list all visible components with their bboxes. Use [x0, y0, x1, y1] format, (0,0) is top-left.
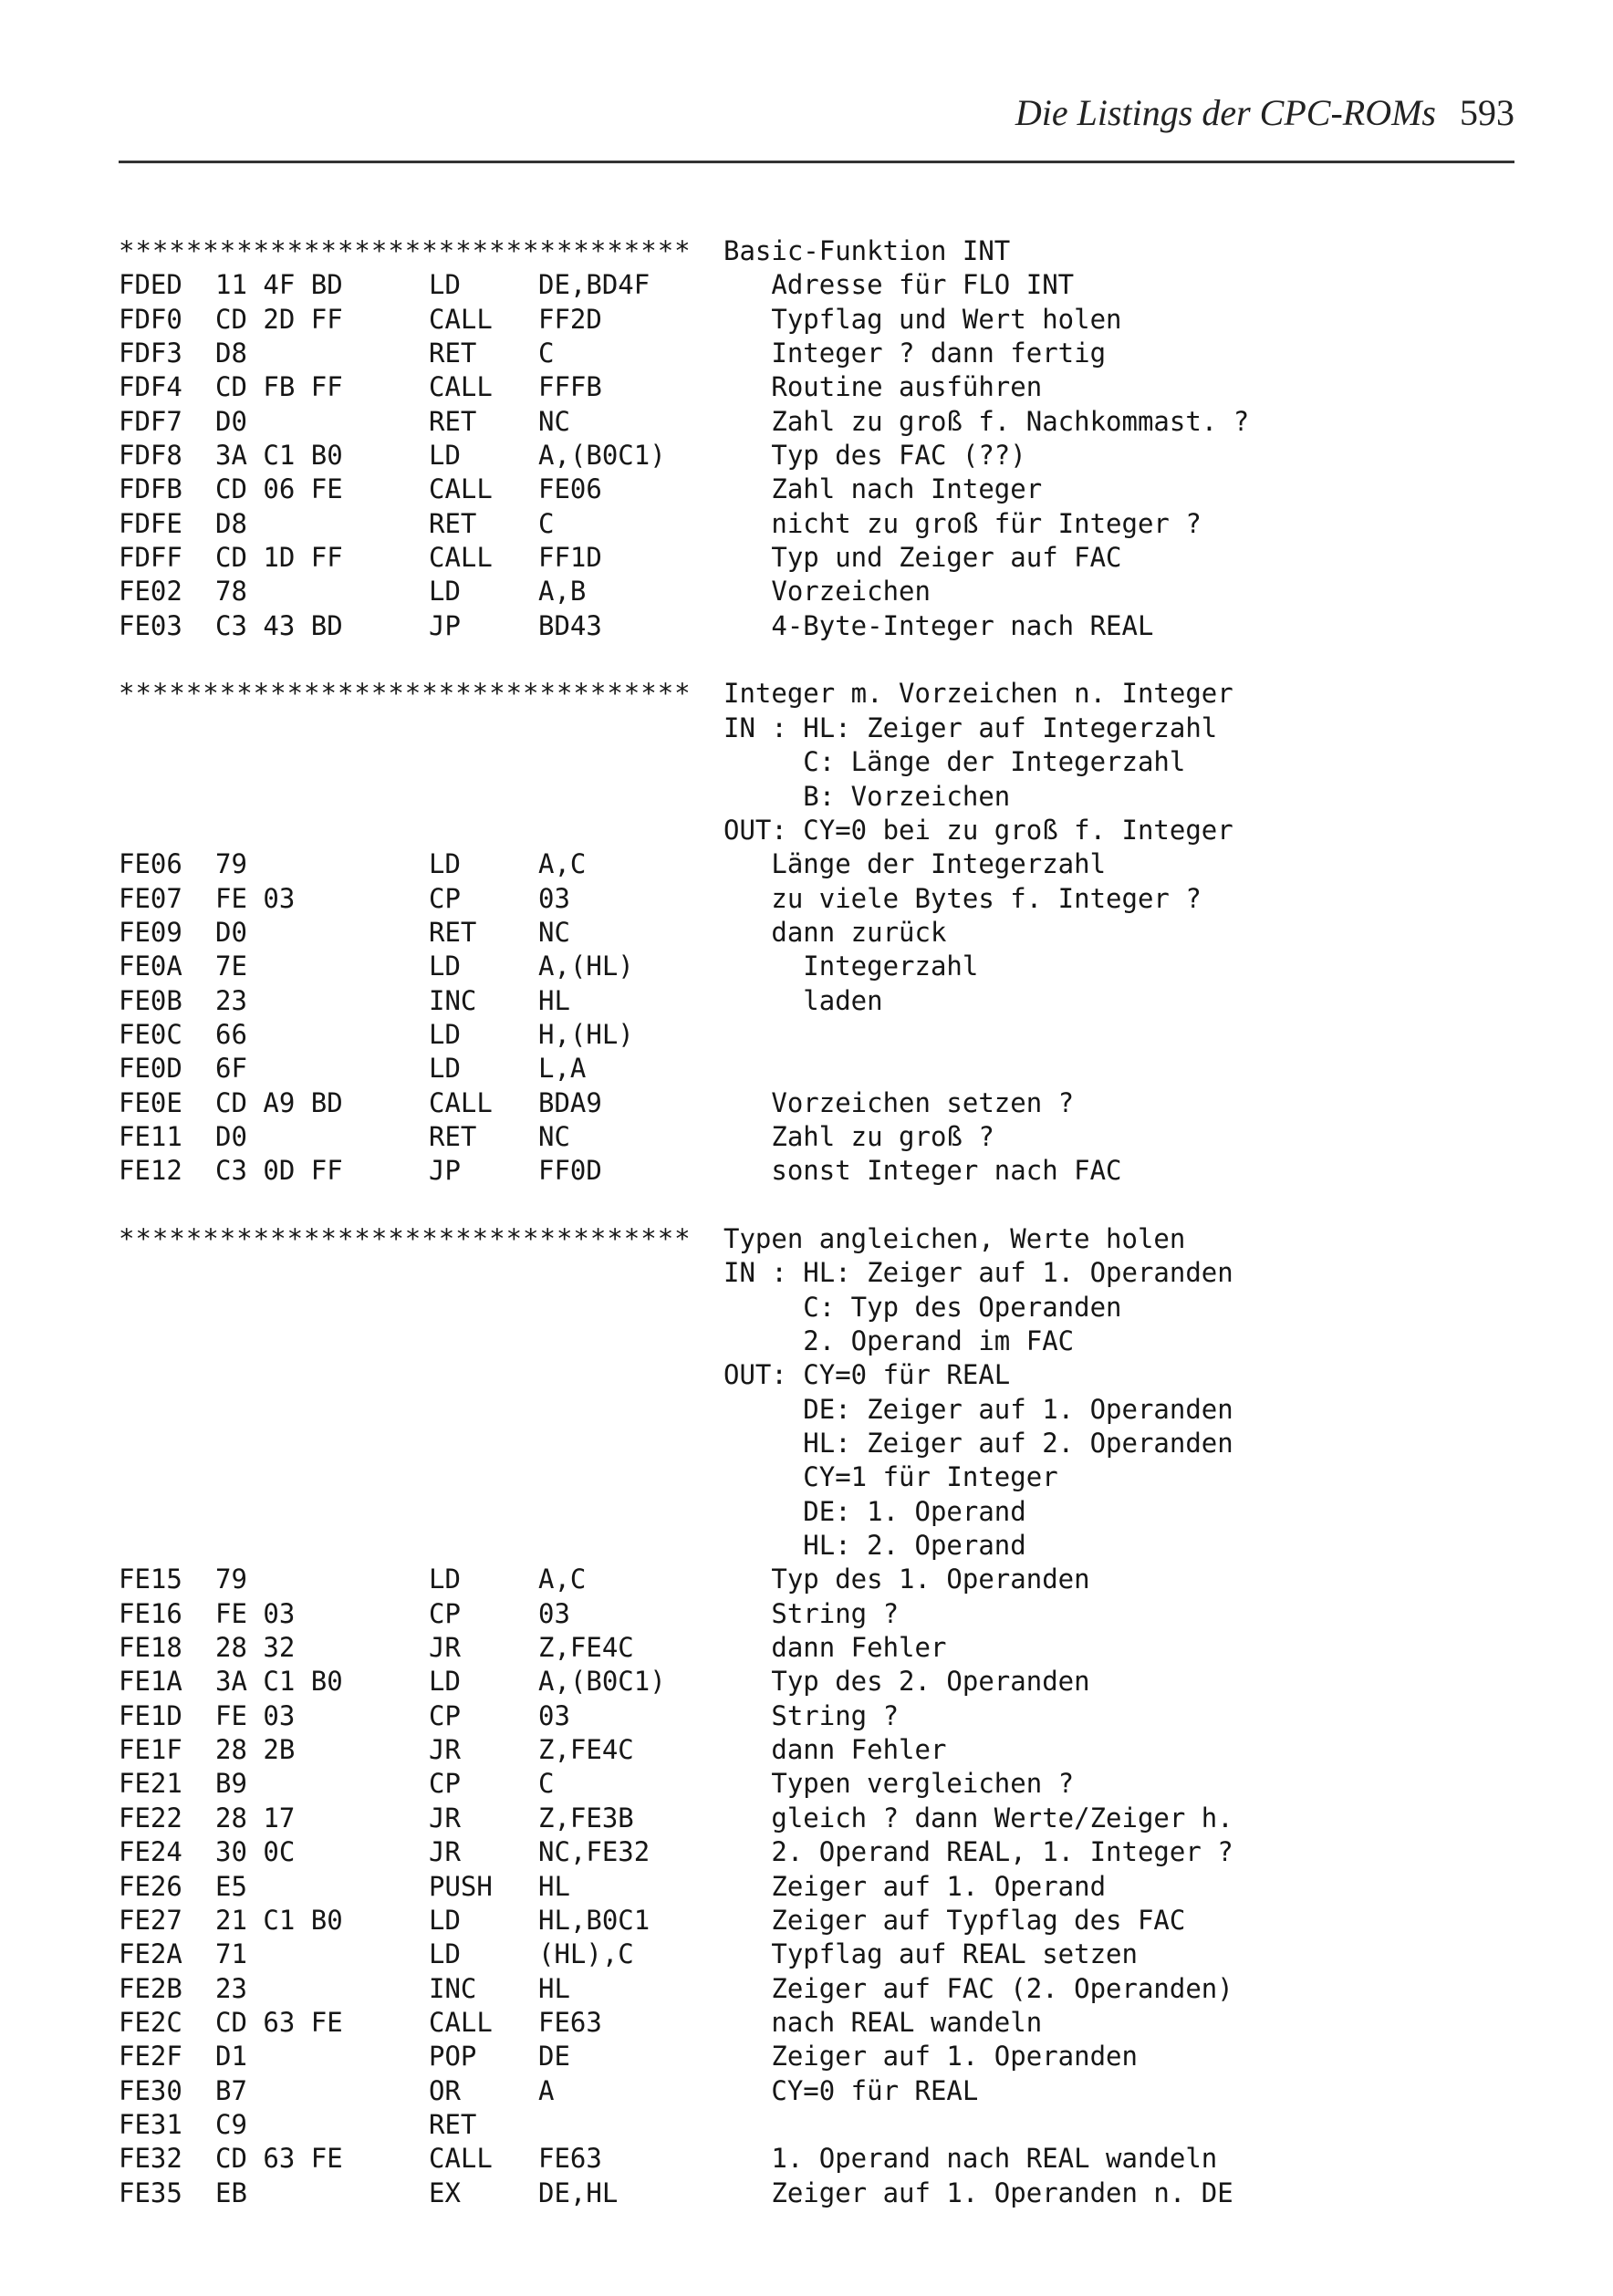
hex-bytes: CD 1D FF	[215, 542, 343, 574]
separator-stars: **********************************	[119, 678, 692, 710]
address: FE03	[119, 609, 182, 641]
hex-bytes: C9	[215, 2108, 247, 2140]
operand: A,(HL)	[538, 951, 634, 982]
address: FE2C	[119, 2006, 182, 2038]
code-line	[0, 473, 1613, 506]
mnemonic: LD	[429, 1904, 461, 1936]
hex-bytes: CD 2D FF	[215, 303, 343, 335]
operand: NC	[538, 405, 570, 437]
code-line	[0, 1563, 1613, 1596]
comment: HL: 2. Operand	[723, 1530, 1026, 1562]
mnemonic: RET	[429, 2108, 477, 2140]
comment: dann Fehler	[723, 1734, 947, 1766]
hex-bytes: D0	[215, 916, 247, 948]
mnemonic: JR	[429, 1632, 461, 1664]
operand: BDA9	[538, 1086, 602, 1118]
comment: Typ und Zeiger auf FAC	[723, 542, 1122, 574]
hex-bytes: 7E	[215, 951, 247, 982]
hex-bytes: 79	[215, 1564, 247, 1595]
page-header	[0, 91, 1514, 134]
comment: sonst Integer nach FAC	[723, 1155, 1122, 1187]
comment: 1. Operand nach REAL wandeln	[723, 2143, 1218, 2175]
comment: C: Typ des Operanden	[723, 1291, 1122, 1323]
code-line	[0, 507, 1613, 541]
mnemonic: LD	[429, 848, 461, 880]
address: FDFF	[119, 542, 182, 574]
code-line	[0, 1631, 1613, 1665]
mnemonic: INC	[429, 1972, 477, 2004]
operand: 03	[538, 1699, 570, 1731]
hex-bytes: CD A9 BD	[215, 1086, 343, 1118]
code-line	[0, 1597, 1613, 1631]
code-line	[0, 882, 1613, 916]
hex-bytes: CD FB FF	[215, 371, 343, 403]
hex-bytes: 23	[215, 984, 247, 1016]
address: FE1F	[119, 1734, 182, 1766]
comment: dann Fehler	[723, 1632, 947, 1664]
code-line	[0, 1120, 1613, 1154]
operand: A	[538, 2074, 555, 2106]
hex-bytes: 28 2B	[215, 1734, 296, 1766]
operand: HL	[538, 1972, 570, 2004]
comment-line	[0, 1529, 1613, 1563]
code-line	[0, 2177, 1613, 2210]
code-line	[0, 370, 1613, 404]
operand: A,C	[538, 848, 587, 880]
comment: Zahl zu groß ?	[723, 1120, 994, 1152]
page-number: 593	[1460, 92, 1514, 133]
operand: NC,FE32	[538, 1836, 650, 1868]
address: FE31	[119, 2108, 182, 2140]
code-line	[0, 1767, 1613, 1801]
hex-bytes: 6F	[215, 1053, 247, 1085]
hex-bytes: D0	[215, 1120, 247, 1152]
comment: Länge der Integerzahl	[723, 848, 1107, 880]
comment: DE: 1. Operand	[723, 1495, 1026, 1527]
mnemonic: LD	[429, 576, 461, 608]
mnemonic: LD	[429, 1938, 461, 1970]
code-line	[0, 1086, 1613, 1120]
mnemonic: JR	[429, 1836, 461, 1868]
comment: OUT: CY=0 für REAL	[723, 1359, 1011, 1391]
operand: H,(HL)	[538, 1018, 634, 1050]
code-line	[0, 847, 1613, 881]
code-line	[0, 1802, 1613, 1835]
code-line	[0, 1904, 1613, 1938]
comment: 2. Operand REAL, 1. Integer ?	[723, 1836, 1233, 1868]
code-line	[0, 405, 1613, 439]
comment: Zeiger auf 1. Operanden n. DE	[723, 2177, 1233, 2208]
address: FE12	[119, 1155, 182, 1187]
comment: laden	[723, 984, 883, 1016]
address: FE0D	[119, 1053, 182, 1085]
header-rule	[119, 161, 1514, 163]
mnemonic: LD	[429, 269, 461, 301]
mnemonic: LD	[429, 440, 461, 472]
comment-line	[0, 1256, 1613, 1290]
comment-line	[0, 814, 1613, 847]
hex-bytes: 28 32	[215, 1632, 296, 1664]
operand: DE,HL	[538, 2177, 619, 2208]
hex-bytes: CD 63 FE	[215, 2143, 343, 2175]
code-line	[0, 2006, 1613, 2040]
hex-bytes: 66	[215, 1018, 247, 1050]
address: FE02	[119, 576, 182, 608]
operand: FF1D	[538, 542, 602, 574]
mnemonic: CP	[429, 882, 461, 914]
address: FDF4	[119, 371, 182, 403]
comment-line	[0, 1460, 1613, 1494]
mnemonic: LD	[429, 1018, 461, 1050]
hex-bytes: 28 17	[215, 1802, 296, 1834]
code-line	[0, 575, 1613, 608]
comment: Zeiger auf Typflag des FAC	[723, 1904, 1186, 1936]
code-line	[0, 303, 1613, 337]
mnemonic: CP	[429, 1597, 461, 1629]
operand: FE63	[538, 2006, 602, 2038]
blank-line	[0, 643, 1613, 677]
code-line	[0, 1972, 1613, 2006]
hex-bytes: 78	[215, 576, 247, 608]
mnemonic: RET	[429, 338, 477, 369]
address: FE30	[119, 2074, 182, 2106]
operand: FFFB	[538, 371, 602, 403]
operand: A,C	[538, 1564, 587, 1595]
mnemonic: CALL	[429, 2143, 493, 2175]
hex-bytes: E5	[215, 1870, 247, 1902]
mnemonic: CALL	[429, 1086, 493, 1118]
address: FE1A	[119, 1666, 182, 1698]
address: FE07	[119, 882, 182, 914]
comment: Integerzahl	[723, 951, 979, 982]
mnemonic: JR	[429, 1734, 461, 1766]
mnemonic: RET	[429, 405, 477, 437]
operand: (HL),C	[538, 1938, 634, 1970]
address: FE15	[119, 1564, 182, 1595]
address: FE2B	[119, 1972, 182, 2004]
address: FE21	[119, 1768, 182, 1800]
code-line	[0, 1870, 1613, 1904]
code-line	[0, 1699, 1613, 1733]
operand: FE06	[538, 473, 602, 505]
mnemonic: RET	[429, 916, 477, 948]
address: FE26	[119, 1870, 182, 1902]
code-line	[0, 984, 1613, 1018]
hex-bytes: 3A C1 B0	[215, 1666, 343, 1698]
address: FE0A	[119, 951, 182, 982]
comment: String ?	[723, 1597, 900, 1629]
section-header	[0, 234, 1613, 268]
operand: HL	[538, 984, 570, 1016]
hex-bytes: D0	[215, 405, 247, 437]
mnemonic: LD	[429, 1053, 461, 1085]
section-header	[0, 1222, 1613, 1256]
code-line	[0, 2040, 1613, 2073]
mnemonic: CP	[429, 1699, 461, 1731]
operand: Z,FE4C	[538, 1632, 634, 1664]
code-line	[0, 1733, 1613, 1767]
address: FDF7	[119, 405, 182, 437]
code-line	[0, 2108, 1613, 2142]
operand: NC	[538, 1120, 570, 1152]
comment: Zeiger auf 1. Operanden	[723, 2041, 1138, 2073]
mnemonic: CALL	[429, 542, 493, 574]
operand: NC	[538, 916, 570, 948]
address: FE09	[119, 916, 182, 948]
hex-bytes: D1	[215, 2041, 247, 2073]
mnemonic: INC	[429, 984, 477, 1016]
comment: Typflag auf REAL setzen	[723, 1938, 1138, 1970]
comment: B: Vorzeichen	[723, 780, 1011, 812]
hex-bytes: EB	[215, 2177, 247, 2208]
mnemonic: CALL	[429, 303, 493, 335]
comment: Zeiger auf FAC (2. Operanden)	[723, 1972, 1233, 2004]
comment: Vorzeichen setzen ?	[723, 1086, 1075, 1118]
hex-bytes: 79	[215, 848, 247, 880]
operand: FF0D	[538, 1155, 602, 1187]
address: FDED	[119, 269, 182, 301]
address: FE32	[119, 2143, 182, 2175]
address: FE35	[119, 2177, 182, 2208]
comment: Typ des 2. Operanden	[723, 1666, 1090, 1698]
comment: nicht zu groß für Integer ?	[723, 507, 1202, 539]
hex-bytes: D8	[215, 338, 247, 369]
hex-bytes: CD 06 FE	[215, 473, 343, 505]
comment: 2. Operand im FAC	[723, 1325, 1075, 1356]
operand: FE63	[538, 2143, 602, 2175]
address: FE16	[119, 1597, 182, 1629]
comment: Typ des FAC (??)	[723, 440, 1026, 472]
address: FE22	[119, 1802, 182, 1834]
comment-line	[0, 712, 1613, 745]
comment-line	[0, 1495, 1613, 1529]
operand: HL	[538, 1870, 570, 1902]
comment-line	[0, 1291, 1613, 1325]
mnemonic: LD	[429, 1564, 461, 1595]
comment-line	[0, 745, 1613, 779]
hex-bytes: C3 0D FF	[215, 1155, 343, 1187]
hex-bytes: 3A C1 B0	[215, 440, 343, 472]
address: FE24	[119, 1836, 182, 1868]
operand: C	[538, 1768, 555, 1800]
address: FE18	[119, 1632, 182, 1664]
blank-line	[0, 1189, 1613, 1222]
code-line	[0, 1665, 1613, 1699]
comment: String ?	[723, 1699, 900, 1731]
code-line	[0, 1052, 1613, 1086]
mnemonic: LD	[429, 951, 461, 982]
mnemonic: JR	[429, 1802, 461, 1834]
comment-line	[0, 1358, 1613, 1392]
address: FE2F	[119, 2041, 182, 2073]
mnemonic: JP	[429, 1155, 461, 1187]
operand: 03	[538, 1597, 570, 1629]
comment: Vorzeichen	[723, 576, 931, 608]
operand: Z,FE3B	[538, 1802, 634, 1834]
code-line	[0, 609, 1613, 643]
address: FE0E	[119, 1086, 182, 1118]
operand: FF2D	[538, 303, 602, 335]
running-title: Die Listings der CPC-ROMs	[1015, 92, 1436, 133]
hex-bytes: 23	[215, 1972, 247, 2004]
mnemonic: POP	[429, 2041, 477, 2073]
hex-bytes: 11 4F BD	[215, 269, 343, 301]
hex-bytes: CD 63 FE	[215, 2006, 343, 2038]
operand: C	[538, 338, 555, 369]
address: FE0C	[119, 1018, 182, 1050]
comment-line	[0, 780, 1613, 814]
code-line	[0, 1154, 1613, 1188]
address: FE0B	[119, 984, 182, 1016]
address: FE1D	[119, 1699, 182, 1731]
comment: Typflag und Wert holen	[723, 303, 1122, 335]
mnemonic: JP	[429, 609, 461, 641]
mnemonic: RET	[429, 1120, 477, 1152]
mnemonic: CALL	[429, 2006, 493, 2038]
separator-stars: **********************************	[119, 235, 692, 266]
comment: Typen vergleichen ?	[723, 1768, 1075, 1800]
mnemonic: CALL	[429, 473, 493, 505]
comment: Routine ausführen	[723, 371, 1043, 403]
code-line	[0, 1938, 1613, 1971]
mnemonic: CP	[429, 1768, 461, 1800]
hex-bytes: 71	[215, 1938, 247, 1970]
code-line	[0, 916, 1613, 950]
mnemonic: LD	[429, 1666, 461, 1698]
code-line	[0, 1018, 1613, 1052]
address: FDF3	[119, 338, 182, 369]
comment-line	[0, 1427, 1613, 1460]
operand: A,(B0C1)	[538, 440, 666, 472]
mnemonic: CALL	[429, 371, 493, 403]
operand: HL,B0C1	[538, 1904, 650, 1936]
comment: DE: Zeiger auf 1. Operanden	[723, 1393, 1233, 1425]
separator-stars: **********************************	[119, 1222, 692, 1254]
comment: HL: Zeiger auf 2. Operanden	[723, 1428, 1233, 1460]
code-line	[0, 2074, 1613, 2108]
operand: DE	[538, 2041, 570, 2073]
hex-bytes: 30 0C	[215, 1836, 296, 1868]
comment: C: Länge der Integerzahl	[723, 746, 1186, 778]
address: FE06	[119, 848, 182, 880]
comment: Integer ? dann fertig	[723, 338, 1107, 369]
hex-bytes: C3 43 BD	[215, 609, 343, 641]
address: FE11	[119, 1120, 182, 1152]
comment-line	[0, 1393, 1613, 1427]
section-title: Integer m. Vorzeichen n. Integer	[723, 678, 1233, 710]
code-line	[0, 950, 1613, 983]
code-line	[0, 439, 1613, 473]
operand: BD43	[538, 609, 602, 641]
hex-bytes: FE 03	[215, 1597, 296, 1629]
comment: 4-Byte-Integer nach REAL	[723, 609, 1154, 641]
comment-line	[0, 1325, 1613, 1358]
comment: CY=1 für Integer	[723, 1461, 1058, 1493]
comment: Zeiger auf 1. Operand	[723, 1870, 1107, 1902]
operand: Z,FE4C	[538, 1734, 634, 1766]
address: FDFE	[119, 507, 182, 539]
mnemonic: EX	[429, 2177, 461, 2208]
hex-bytes: FE 03	[215, 882, 296, 914]
section-title: Basic-Funktion INT	[723, 235, 1011, 266]
comment: IN : HL: Zeiger auf Integerzahl	[723, 712, 1218, 743]
code-line	[0, 541, 1613, 575]
hex-bytes: B7	[215, 2074, 247, 2106]
comment: Zahl nach Integer	[723, 473, 1043, 505]
address: FE2A	[119, 1938, 182, 1970]
hex-bytes: 21 C1 B0	[215, 1904, 343, 1936]
comment: Typ des 1. Operanden	[723, 1564, 1090, 1595]
operand: L,A	[538, 1053, 587, 1085]
mnemonic: RET	[429, 507, 477, 539]
operand: A,B	[538, 576, 587, 608]
code-line	[0, 337, 1613, 370]
hex-bytes: B9	[215, 1768, 247, 1800]
address: FDF0	[119, 303, 182, 335]
address: FDFB	[119, 473, 182, 505]
hex-bytes: FE 03	[215, 1699, 296, 1731]
comment: CY=0 für REAL	[723, 2074, 979, 2106]
operand: C	[538, 507, 555, 539]
mnemonic: PUSH	[429, 1870, 493, 1902]
comment: IN : HL: Zeiger auf 1. Operanden	[723, 1257, 1233, 1289]
mnemonic: OR	[429, 2074, 461, 2106]
operand: A,(B0C1)	[538, 1666, 666, 1698]
hex-bytes: D8	[215, 507, 247, 539]
assembly-listing	[0, 234, 1613, 2210]
comment: Adresse für FLO INT	[723, 269, 1075, 301]
operand: DE,BD4F	[538, 269, 650, 301]
code-line	[0, 268, 1613, 302]
comment: dann zurück	[723, 916, 947, 948]
comment: nach REAL wandeln	[723, 2006, 1043, 2038]
code-line	[0, 2142, 1613, 2176]
section-header	[0, 677, 1613, 711]
comment: zu viele Bytes f. Integer ?	[723, 882, 1202, 914]
comment: OUT: CY=0 bei zu groß f. Integer	[723, 814, 1233, 846]
operand: 03	[538, 882, 570, 914]
address: FDF8	[119, 440, 182, 472]
comment: gleich ? dann Werte/Zeiger h.	[723, 1802, 1233, 1834]
code-line	[0, 1835, 1613, 1869]
section-title: Typen angleichen, Werte holen	[723, 1222, 1186, 1254]
comment: Zahl zu groß f. Nachkommast. ?	[723, 405, 1250, 437]
address: FE27	[119, 1904, 182, 1936]
